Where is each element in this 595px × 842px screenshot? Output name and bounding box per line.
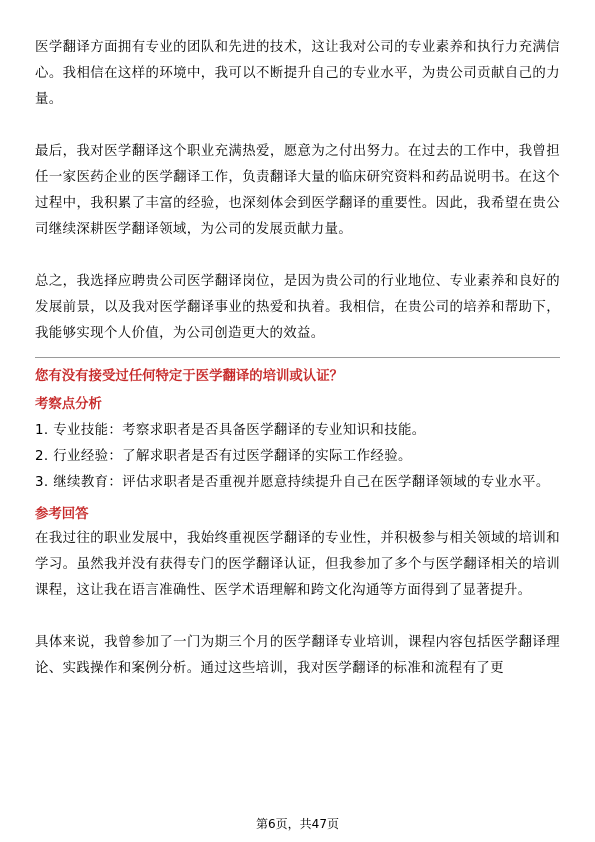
paragraph-spacer <box>35 604 560 630</box>
analysis-point: 3. 继续教育：评估求职者是否重视并愿意持续提升自己在医学翻译领域的专业水平。 <box>35 475 550 490</box>
analysis-point: 2. 行业经验：了解求职者是否有过医学翻译的实际工作经验。 <box>35 449 412 464</box>
body-paragraph: 医学翻译方面拥有专业的团队和先进的技术，这让我对公司的专业素养和执行力充满信心。我相信在这样的环境中，我可以不断提升自己的专业水平，为贵公司贡献自己的力量。 <box>35 40 560 107</box>
analysis-heading: 考察点分析 <box>35 397 102 412</box>
paragraph-spacer <box>35 243 560 269</box>
paragraph-spacer <box>35 113 560 139</box>
answer-heading: 参考回答 <box>35 507 89 522</box>
analysis-list <box>35 418 560 496</box>
analysis-point: 1. 专业技能：考察求职者是否具备医学翻译的专业知识和技能。 <box>35 423 426 438</box>
answer-paragraph: 在我过往的职业发展中，我始终重视医学翻译的专业性，并积极参与相关领域的培训和学习。虽然我并没有获得专门的医学翻译认证，但我参加了多个与医学翻译相关的培训课程，这让我在语言准确性、医学术语理解和跨文化沟通等方面得到了显著提升。 <box>35 531 560 598</box>
document-body <box>35 35 560 682</box>
body-paragraph: 最后，我对医学翻译这个职业充满热爱，愿意为之付出努力。在过去的工作中，我曾担任一家医药企业的医学翻译工作，负责翻译大量的临床研究资料和药品说明书。在这个过程中，我积累了丰富的经验，也深刻体会到医学翻译的重要性。因此，我希望在贵公司继续深耕医学翻译领域，为公司的发展贡献力量。 <box>35 144 560 237</box>
answer-paragraph: 具体来说，我曾参加了一门为期三个月的医学翻译专业培训，课程内容包括医学翻译理论、实践操作和案例分析。通过这些培训，我对医学翻译的标准和流程有了更 <box>35 635 560 676</box>
interview-question: 您有没有接受过任何特定于医学翻译的培训或认证？ <box>35 369 343 384</box>
body-paragraph: 总之，我选择应聘贵公司医学翻译岗位，是因为贵公司的行业地位、专业素养和良好的发展前景，以及我对医学翻译事业的热爱和执着。我相信，在贵公司的培养和帮助下，我能够实现个人价值，为公司创造更大的效益。 <box>35 274 560 341</box>
section-divider <box>35 357 560 358</box>
page-number: 第6页，共47页 <box>256 817 339 831</box>
